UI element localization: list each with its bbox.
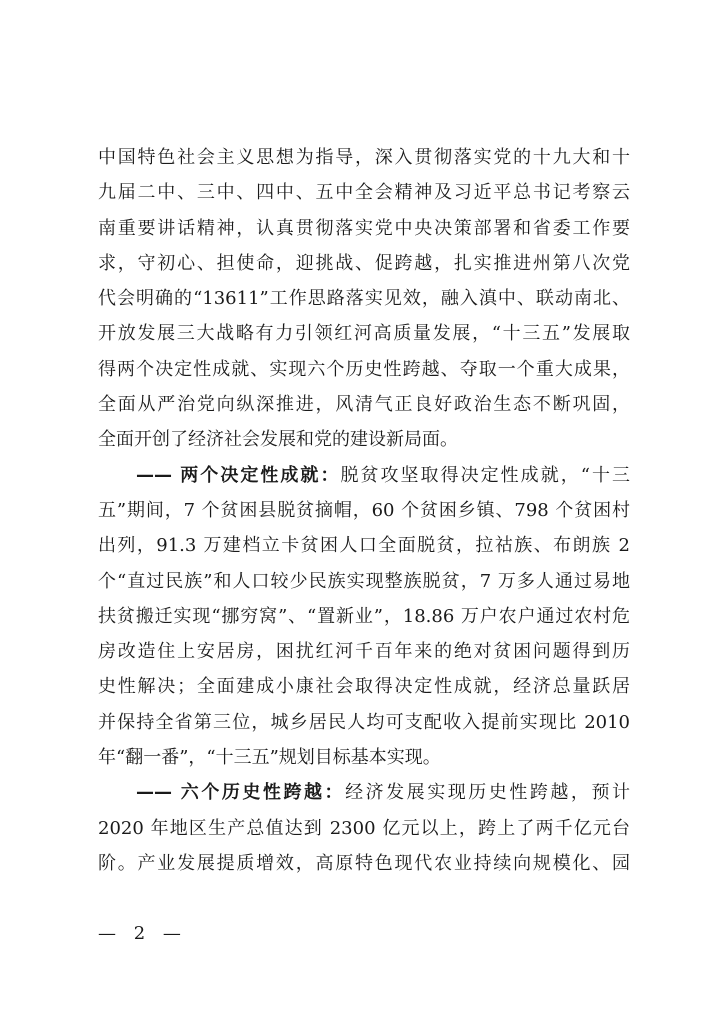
text-line: 扶贫搬迁实现“挪穷窝”、“置新业”，18.86 万户农户通过农村危 — [98, 605, 630, 627]
text-line: 九届二中、三中、四中、五中全会精神及习近平总书记考察云 — [98, 182, 630, 204]
page-number: — 2 — — [98, 923, 187, 944]
paragraph — [98, 140, 630, 458]
text-line: 阶。产业发展提质增效，高原特色现代农业持续向规模化、园 — [98, 852, 630, 874]
text-line: 中国特色社会主义思想为指导，深入贯彻落实党的十九大和十 — [98, 147, 630, 168]
text-line: 并保持全省第三位，城乡居民人均可支配收入提前实现比 2010 — [98, 711, 630, 733]
text-line: 南重要讲话精神，认真贯彻落实党中央决策部署和省委工作要 — [98, 217, 630, 239]
section-heading: —— 两个决定性成就： — [136, 464, 341, 486]
text-span: 经济发展实现历史性跨越，预计 — [345, 782, 630, 804]
paragraph — [98, 775, 630, 881]
text-line: 求，守初心、担使命，迎挑战、促跨越，扎实推进州第八次党 — [98, 252, 630, 274]
text-line: 个“直过民族”和人口较少民族实现整族脱贫，7 万多人通过易地 — [98, 570, 630, 592]
text-line: 史性解决；全面建成小康社会取得决定性成就，经济总量跃居 — [98, 676, 630, 698]
text-span: 脱贫攻坚取得决定性成就，“十三 — [340, 464, 630, 486]
text-line — [98, 458, 630, 493]
text-line: 代会明确的“13611”工作思路落实见效，融入滇中、联动南北、 — [98, 288, 630, 310]
text-line — [98, 775, 630, 810]
body-text — [98, 140, 630, 881]
text-line: 五”期间，7 个贫困县脱贫摘帽，60 个贫困乡镇、798 个贫困村 — [98, 499, 630, 521]
text-line: 得两个决定性成就、实现六个历史性跨越、夺取一个重大成果， — [98, 358, 630, 380]
text-line: 全面从严治党向纵深推进，风清气正良好政治生态不断巩固， — [98, 394, 630, 416]
text-line: 年“翻一番”，“十三五”规划目标基本实现。 — [98, 747, 441, 769]
paragraph — [98, 458, 630, 776]
text-line: 2020 年地区生产总值达到 2300 亿元以上，跨上了两千亿元台 — [98, 817, 630, 839]
text-line: 出列，91.3 万建档立卡贫困人口全面脱贫，拉祜族、布朗族 2 — [98, 535, 630, 557]
section-heading: —— 六个历史性跨越： — [136, 782, 346, 804]
text-line: 开放发展三大战略有力引领红河高质量发展，“十三五”发展取 — [98, 323, 630, 345]
text-line: 全面开创了经济社会发展和党的建设新局面。 — [98, 429, 458, 451]
text-line: 房改造住上安居房，困扰红河千百年来的绝对贫困问题得到历 — [98, 641, 630, 663]
